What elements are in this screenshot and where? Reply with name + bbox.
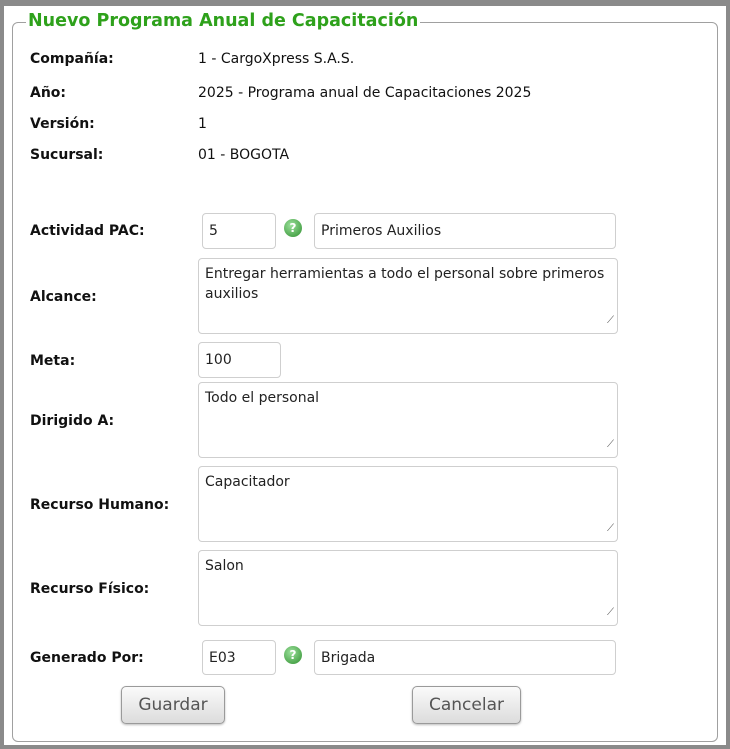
resize-grip-icon[interactable]: ⟋	[607, 607, 614, 618]
recurso-fisico-text: Salon	[205, 558, 244, 574]
recurso-humano-textarea[interactable]	[198, 466, 618, 542]
recurso-humano-label: Recurso Humano:	[30, 497, 170, 513]
recurso-fisico-textarea[interactable]	[198, 550, 618, 626]
resize-grip-icon[interactable]: ⟋	[607, 315, 614, 326]
recurso-fisico-label: Recurso Físico:	[30, 581, 150, 597]
meta-input[interactable]: 100	[198, 342, 281, 378]
company-value: 1 - CargoXpress S.A.S.	[198, 51, 355, 67]
help-icon[interactable]: ?	[284, 646, 302, 664]
resize-grip-icon[interactable]: ⟋	[607, 523, 614, 534]
actividad-code-input[interactable]: 5	[202, 213, 276, 249]
year-label: Año:	[30, 85, 67, 101]
save-button[interactable]: Guardar	[121, 686, 225, 724]
branch-label: Sucursal:	[30, 147, 104, 163]
dirigido-text: Todo el personal	[205, 390, 320, 406]
resize-grip-icon[interactable]: ⟋	[607, 439, 614, 450]
alcance-label: Alcance:	[30, 289, 97, 305]
meta-label: Meta:	[30, 353, 76, 369]
dirigido-label: Dirigido A:	[30, 413, 115, 429]
alcance-textarea[interactable]	[198, 258, 618, 334]
alcance-text: Entregar herramientas a todo el personal sobre primeros auxilios	[205, 266, 605, 302]
version-value: 1	[198, 116, 207, 132]
generado-label: Generado Por:	[30, 650, 144, 666]
version-label: Versión:	[30, 116, 95, 132]
recurso-humano-text: Capacitador	[205, 474, 290, 490]
company-label: Compañía:	[30, 51, 114, 67]
year-value: 2025 - Programa anual de Capacitaciones 2025	[198, 85, 532, 101]
generado-description-input[interactable]: Brigada	[314, 640, 616, 675]
actividad-description-input[interactable]: Primeros Auxilios	[314, 213, 616, 249]
dirigido-textarea[interactable]	[198, 382, 618, 458]
cancel-button[interactable]: Cancelar	[412, 686, 521, 724]
actividad-label: Actividad PAC:	[30, 223, 145, 239]
branch-value: 01 - BOGOTA	[198, 147, 290, 163]
generado-code-input[interactable]: E03	[202, 640, 276, 675]
help-icon[interactable]: ?	[284, 219, 302, 237]
form-title: Nuevo Programa Anual de Capacitación	[28, 11, 419, 31]
